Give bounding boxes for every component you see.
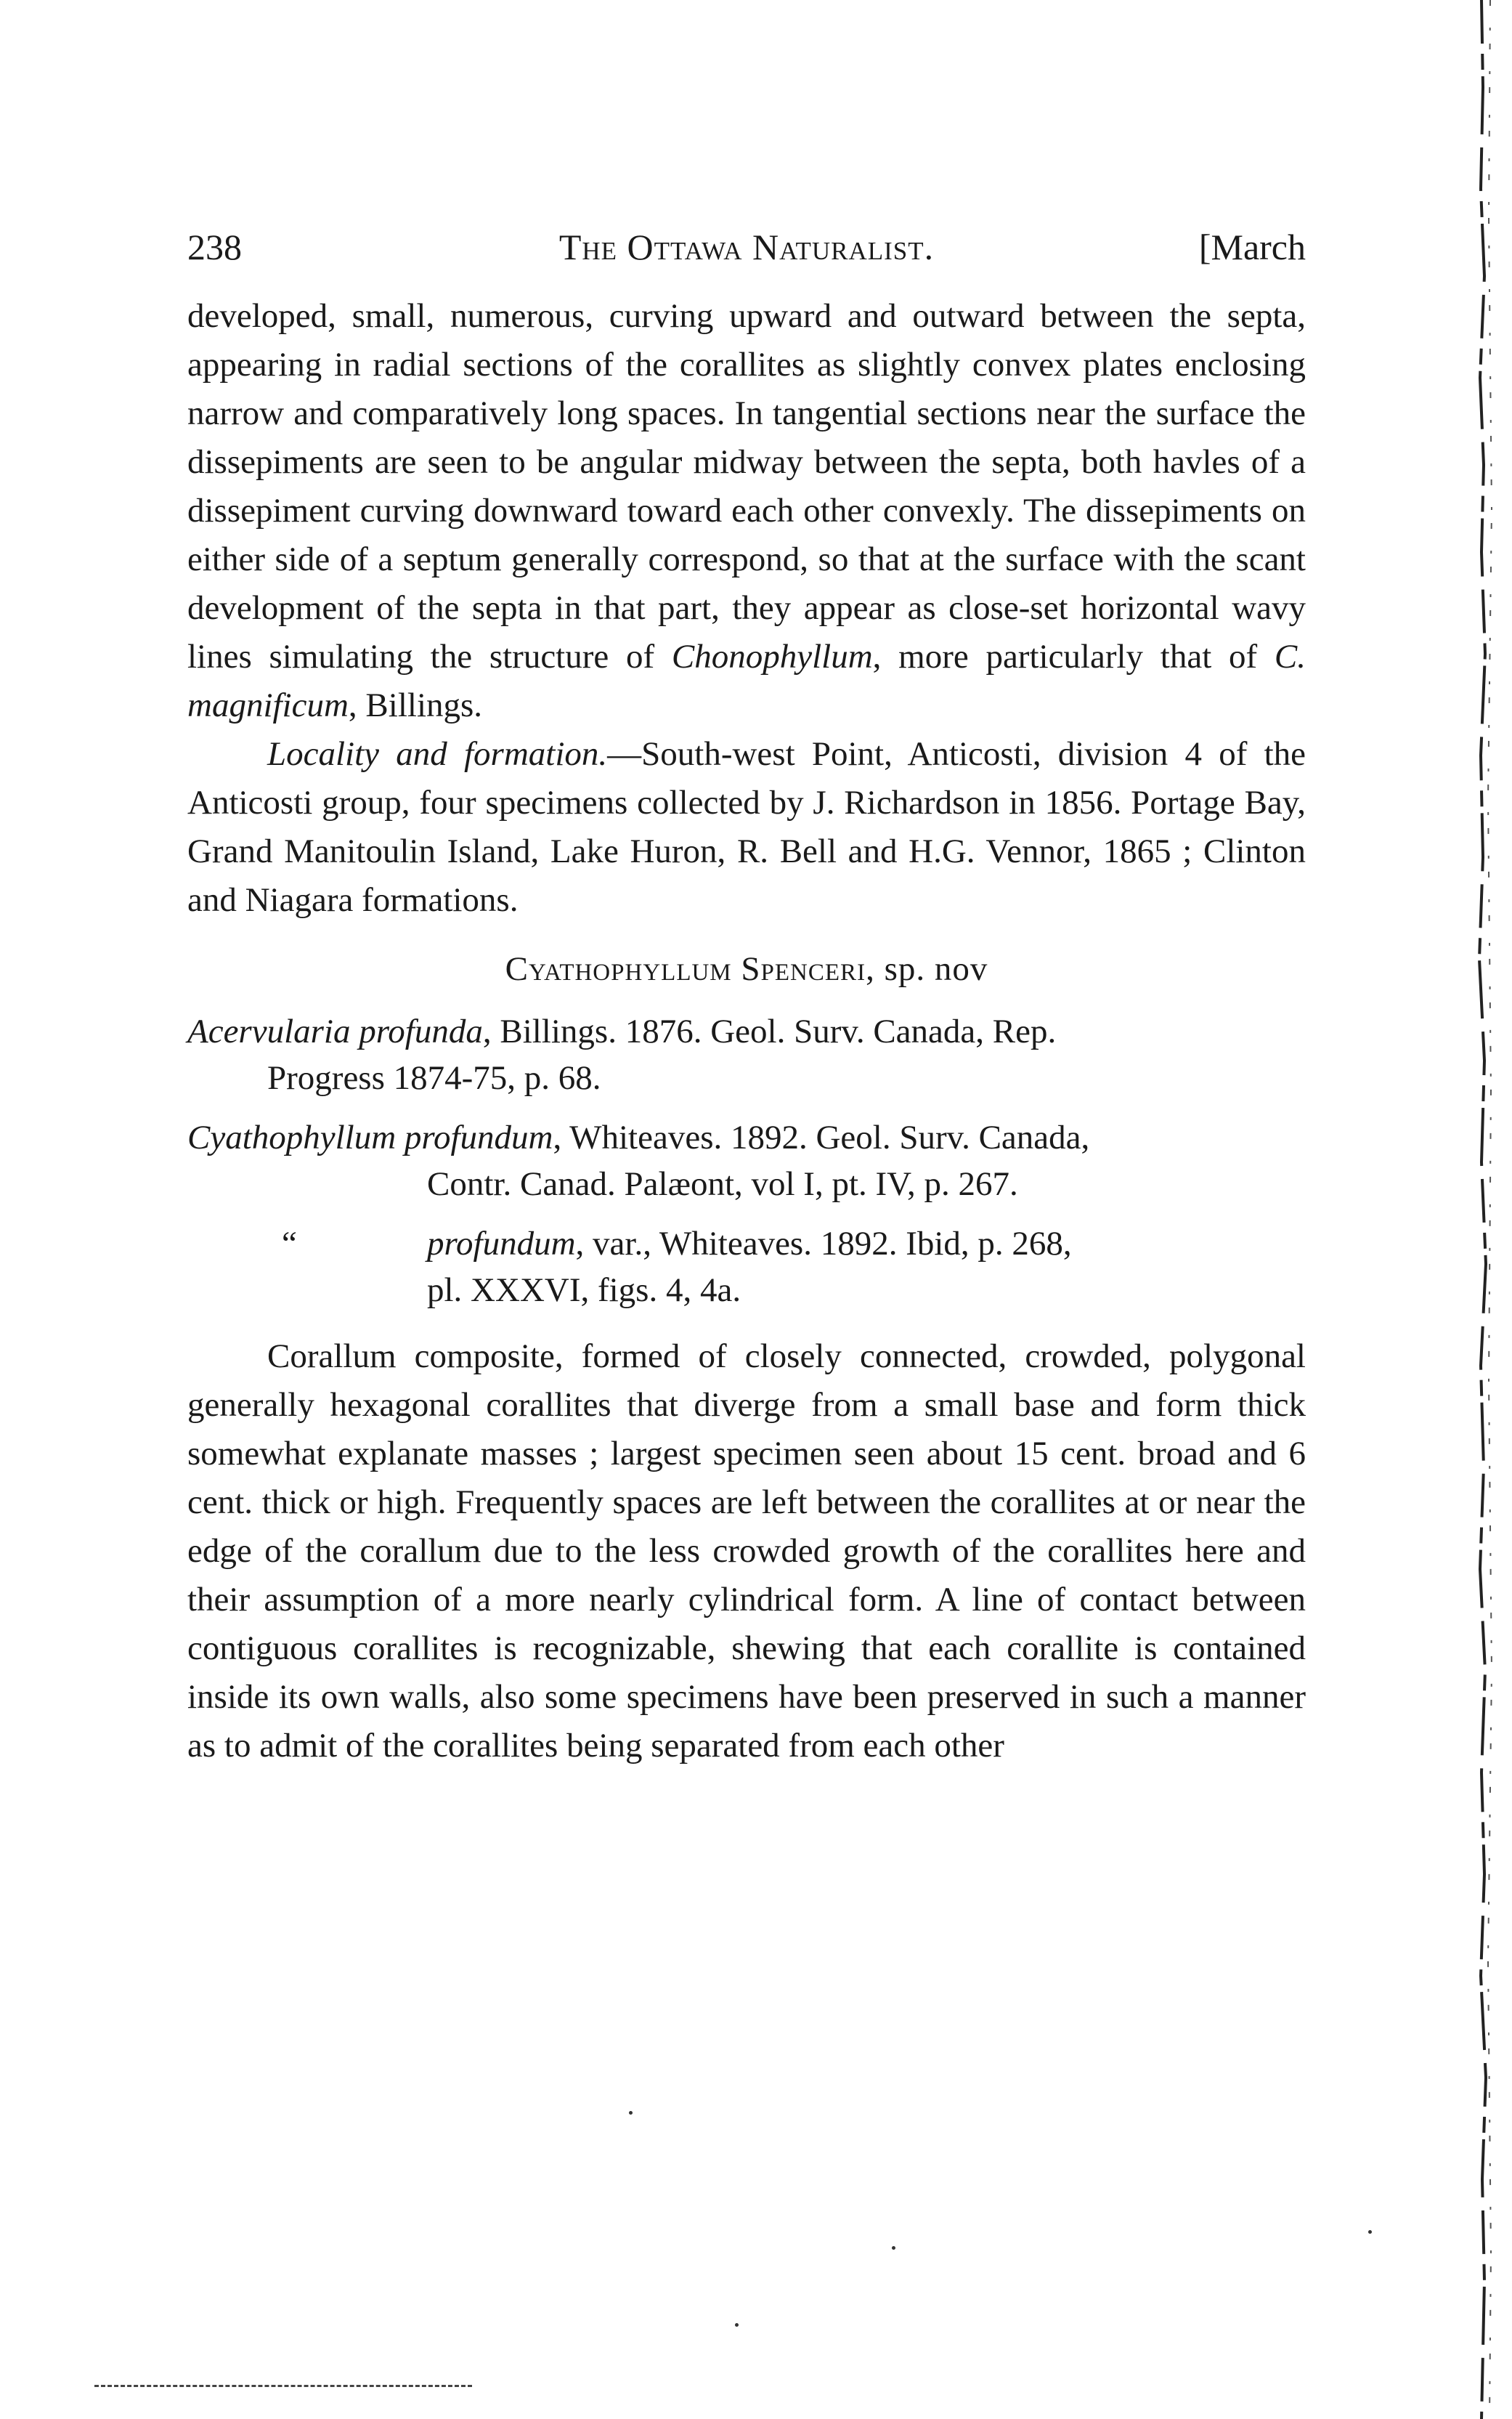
issue-month: [March	[1198, 227, 1306, 267]
ink-speck	[1368, 2230, 1372, 2234]
synonymy-entry	[187, 1220, 1306, 1313]
journal-title: The Ottawa Naturalist.	[558, 227, 935, 267]
description-paragraph: Corallum composite, formed of closely connected, crowded, polygonal generally hexagonal corallites that diverge from a small base and form thick somewhat explanate masses ; largest specimen seen about 15 cent. broad and 6 cent. thick or high. Frequently spaces are left between the corallites at or near the edge of the corallum due to the less crowded growth of the corallites here and their assumption of a more nearly cylindrical form. A line of contact between contiguous corallites is recognizable, shewing that each corallite is contained inside its own walls, also some specimens have been preserved in such a manner as to admit of the corallites being separated from each other	[187, 1337, 1306, 1764]
scanned-page-edge	[1468, 0, 1512, 2419]
opening-text-1: developed, small, numerous, curving upward and outward between the septa, appearing in radial sections of the corallites as slightly convex plates enclosing narrow and comparatively long spaces. In tangential sections near the surface the dissepiments are seen to be angular midway between the septa, both havles of a dissepiment curving downward toward each other convexly. The dissepiments on either side of a septum generally correspond, so that at the surface with the scant development of the septa in that part, they appear as close-set horizontal wavy lines simulating the structure of	[187, 297, 1306, 676]
opening-paragraph	[187, 292, 1306, 730]
species-heading-species: Spenceri	[741, 950, 866, 988]
synonym-citation: , var., Whiteaves. 1892. Ibid, p. 268,	[575, 1225, 1072, 1263]
synonym-citation-continued: pl. XXXVI, figs. 4, 4a.	[427, 1271, 741, 1309]
synonym-citation-continued: Contr. Canad. Palæont, vol I, pt. IV, p. 267.	[427, 1165, 1018, 1203]
synonym-name: Cyathophyllum profundum	[187, 1119, 553, 1156]
ink-speck	[892, 2246, 895, 2250]
species-heading	[187, 945, 1306, 994]
footer-rule	[94, 2385, 472, 2387]
synonym-citation-continued: Progress 1874-75, p. 68.	[267, 1059, 601, 1097]
ink-speck	[735, 2323, 739, 2327]
synonymy-entry	[187, 1008, 1306, 1101]
ditto-mark: “	[282, 1225, 297, 1263]
genus-reference: Chonophyllum	[671, 638, 873, 676]
page-number: 238	[187, 227, 242, 267]
synonym-name: Acervularia profunda	[187, 1013, 483, 1050]
opening-text-2: , more particularly that of	[872, 638, 1275, 676]
ink-speck	[629, 2111, 633, 2115]
locality-label: Locality and formation.	[267, 735, 608, 773]
locality-text: —South-west Point, Anticosti, division 4 of the Anticosti group, four specimens collected by J. Richardson in 1856. Portage Bay, Grand Manitoulin Island, Lake Huron, R. Bell and H.G. Vennor, 1865 ; Clinton and Niagara formations.	[187, 735, 1306, 919]
synonym-name: profundum	[427, 1225, 576, 1263]
synonym-citation: , Whiteaves. 1892. Geol. Surv. Canada,	[553, 1119, 1090, 1156]
synonym-citation: , Billings. 1876. Geol. Surv. Canada, Rep.	[482, 1013, 1057, 1050]
synonymy-entry	[187, 1114, 1306, 1207]
species-heading-suffix: , sp. nov	[866, 950, 988, 988]
species-heading-genus: Cyathophyllum	[505, 950, 732, 988]
opening-text-3: , Billings.	[348, 686, 483, 724]
running-head	[187, 218, 1306, 276]
species-reference: C. magnificum	[187, 638, 1306, 724]
locality-paragraph	[187, 730, 1306, 925]
book-page	[187, 218, 1306, 1770]
